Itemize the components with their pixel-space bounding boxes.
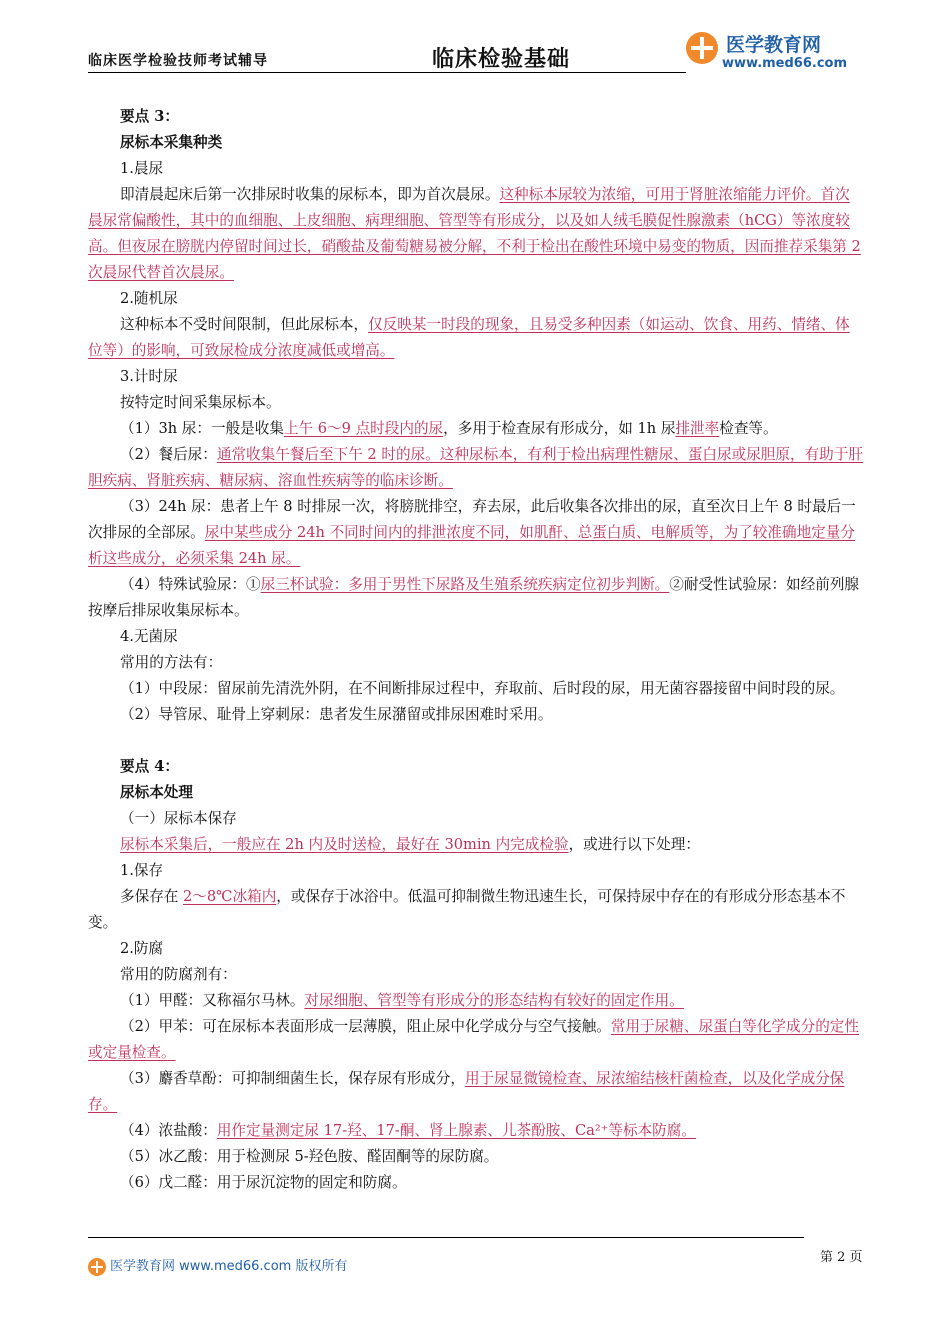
highlight: 尿中某些成分 24h 不同时间内的排泄浓度不同，如肌酐、总蛋白质、电解质等，为了较准确地定量分析这些成分，必须采集 24h 尿。	[88, 524, 855, 567]
preservative-item-2	[88, 1014, 864, 1066]
timed-urine-para: 按特定时间采集尿标本。	[120, 394, 281, 411]
text: （3）24h 尿：患者上午 8 时排尿一次，将膀胱排空，弃去尿，此后收集各次排出的尿，直至次日上午 8 时最后一次排尿的全部尿。	[88, 498, 856, 541]
morning-urine-heading: 1.晨尿	[120, 160, 164, 177]
logo-name: 医学教育网	[726, 34, 822, 56]
text: ，或保存于冰浴中。低温可抑制微生物迅速生长，可保持尿中存在的有形成分形态基本不变。	[88, 888, 846, 931]
brand-logo[interactable]	[686, 28, 866, 74]
timed-urine-heading: 3.计时尿	[120, 368, 178, 385]
footer-copyright[interactable]	[88, 1255, 347, 1276]
text: 多保存在	[120, 888, 184, 905]
section4-heading: 要点 4：	[120, 758, 180, 775]
header-title: 临床检验基础	[432, 47, 571, 72]
random-urine-heading: 2.随机尿	[120, 290, 178, 307]
cross-logo-icon	[88, 1258, 106, 1276]
text: （1）甲醛：又称福尔马林。	[120, 992, 305, 1009]
preservative-item-5: （5）冰乙酸：用于检测尿 5-羟色胺、醛固酮等的尿防腐。	[120, 1148, 499, 1165]
preservative-item-3	[88, 1066, 864, 1118]
highlight: 常用于尿糖、尿蛋白等化学成分的定性或定量检查。	[88, 1018, 859, 1061]
highlight: 排泄率	[675, 420, 720, 437]
text: （1）3h 尿：一般是收集	[120, 420, 284, 437]
logo-url: www.med66.com	[722, 56, 848, 71]
highlight: 这种标本尿较为浓缩，可用于肾脏浓缩能力评价。首次晨尿常偏酸性，其中的血细胞、上皮细胞、病理细胞、管型等有形成分，以及如人绒毛膜促性腺激素（hCG）等浓度较高。但夜尿在膀胱内停留时间过长，硝酸盐及葡萄糖易被分解，不利于检出在酸性环境中易变的物质，因而推荐采集第 2 次晨尿代替首次晨尿。	[88, 186, 861, 281]
sterile-item-1: （1）中段尿：留尿前先清洗外阴，在不间断排尿过程中，弃取前、后时段的尿，用无菌容器接留中间时段的尿。	[120, 680, 845, 697]
highlight: 用作定量测定尿 17-羟、17-酮、肾上腺素、儿茶酚胺、Ca²⁺等标本防腐。	[216, 1122, 696, 1139]
text: ，或进行以下处理：	[568, 836, 700, 853]
timed-item-2	[88, 442, 864, 494]
text: （2）甲苯：可在尿标本表面形成一层薄膜，阻止尿中化学成分与空气接触。	[120, 1018, 611, 1035]
footer-rule	[88, 1237, 804, 1238]
section3-heading: 要点 3：	[120, 108, 180, 125]
storage-subheading: （一）尿标本保存	[120, 810, 237, 827]
highlight: 用于尿显微镜检查、尿浓缩结核杆菌检查，以及化学成分保存。	[88, 1070, 845, 1113]
highlight: 尿标本采集后，一般应在 2h 内及时送检，最好在 30min 内完成检验	[120, 836, 569, 853]
keep-heading: 1.保存	[120, 862, 164, 879]
cross-logo-icon	[686, 32, 718, 64]
section3-title: 尿标本采集种类	[120, 134, 223, 151]
sterile-item-2: （2）导管尿、耻骨上穿刺尿：患者发生尿潴留或排尿困难时采用。	[120, 706, 553, 723]
page-header	[88, 30, 864, 74]
spacer	[88, 728, 864, 754]
highlight: 上午 6～9 点时段内的尿	[283, 420, 444, 437]
header-course-name: 临床医学检验技师考试辅导	[88, 53, 268, 69]
timed-item-4	[88, 572, 864, 624]
section4-title: 尿标本处理	[120, 784, 193, 801]
text: （2）餐后尿：	[120, 446, 217, 463]
keep-para	[88, 884, 864, 936]
text: （4）浓盐酸：	[120, 1122, 217, 1139]
highlight: 仅反映某一时段的现象，且易受多种因素（如运动、饮食、用药、情绪、体位等）的影响，可致尿检成分浓度减低或增高。	[88, 316, 850, 359]
preservative-item-6: （6）戊二醛：用于尿沉淀物的固定和防腐。	[120, 1174, 407, 1191]
timed-item-1	[88, 416, 864, 442]
timed-item-3	[88, 494, 864, 572]
sterile-urine-heading: 4.无菌尿	[120, 628, 178, 645]
document-body	[88, 104, 864, 1196]
preservative-item-4	[88, 1118, 864, 1144]
page-number: 第 2 页	[820, 1250, 863, 1265]
highlight: 对尿细胞、管型等有形成分的形态结构有较好的固定作用。	[304, 992, 684, 1009]
text: ，多用于检查尿有形成分，如 1h 尿	[443, 420, 676, 437]
text: （4）特殊试验尿：①	[120, 576, 261, 593]
storage-intro	[88, 832, 864, 858]
sterile-urine-para: 常用的方法有：	[120, 654, 223, 671]
preservative-heading: 2.防腐	[120, 940, 164, 957]
text: （3）麝香草酚：可抑制细菌生长，保存尿有形成分，	[120, 1070, 465, 1087]
preservative-intro: 常用的防腐剂有：	[120, 966, 237, 983]
highlight: 尿三杯试验：多用于男性下尿路及生殖系统疾病定位初步判断。	[260, 576, 670, 593]
text: ②耐受性试验尿：如经前列腺按摩后排尿收集尿标本。	[88, 576, 860, 619]
text: 检查等。	[719, 420, 778, 437]
preservative-item-1	[88, 988, 864, 1014]
highlight: 通常收集午餐后至下午 2 时的尿。这种尿标本，有利于检出病理性糖尿、蛋白尿或尿胆原，有助于肝胆疾病、肾脏疾病、糖尿病、溶血性疾病等的临床诊断。	[88, 446, 863, 489]
text: 这种标本不受时间限制，但此尿标本，	[120, 316, 369, 333]
highlight: 2～8℃冰箱内	[183, 888, 277, 905]
text: 即清晨起床后第一次排尿时收集的尿标本，即为首次晨尿。	[120, 186, 500, 203]
random-urine-para	[88, 312, 864, 364]
footer-text: 医学教育网 www.med66.com 版权所有	[110, 1259, 348, 1274]
morning-urine-para	[88, 182, 864, 286]
